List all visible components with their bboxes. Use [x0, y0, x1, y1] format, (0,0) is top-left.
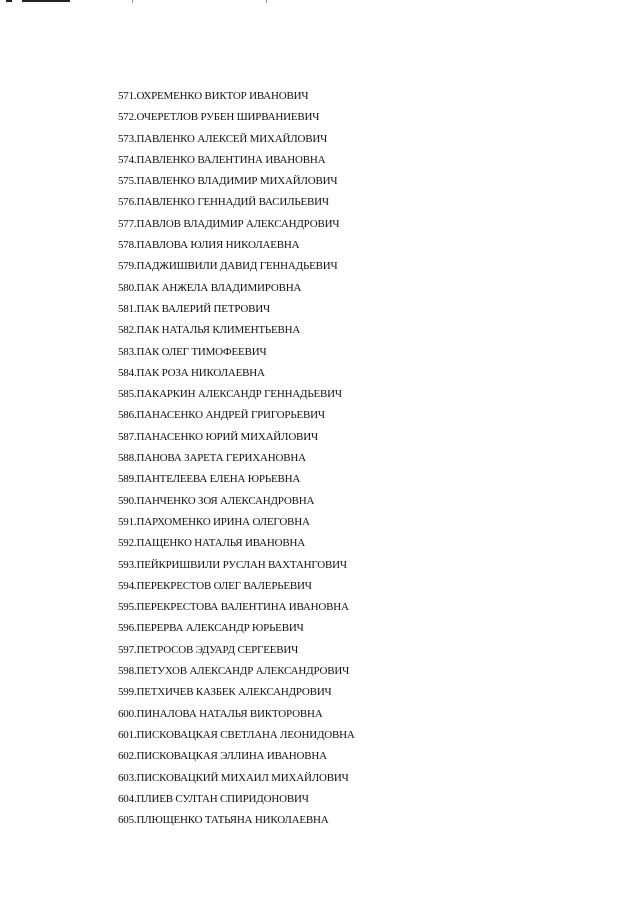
entry-full-name: ПАНОВА ЗАРЕТА ГЕРИХАНОВНА [136, 452, 306, 465]
entry-number: 578. [118, 239, 137, 252]
list-item [118, 342, 355, 363]
entry-number: 600. [118, 707, 137, 720]
entry-full-name: ПЕЙКРИШВИЛИ РУСЛАН ВАХТАНГОВИЧ [136, 558, 347, 571]
entry-number: 603. [118, 771, 137, 784]
entry-number: 581. [118, 302, 137, 315]
entry-full-name: ПАВЛОВ ВЛАДИМИР АЛЕКСАНДРОВИЧ [136, 217, 340, 230]
entry-full-name: ПИСКОВАЦКАЯ ЭЛЛИНА ИВАНОВНА [136, 750, 327, 763]
entry-number: 595. [118, 601, 137, 614]
entry-number: 580. [118, 281, 137, 294]
entry-full-name: ПАК АНЖЕЛА ВЛАДИМИРОВНА [136, 281, 302, 294]
entry-number: 572. [118, 111, 137, 124]
list-item [118, 384, 355, 405]
entry-number: 598. [118, 665, 137, 678]
entry-full-name: ПЕРЕКРЕСТОВ ОЛЕГ ВАЛЕРЬЕВИЧ [136, 579, 312, 592]
entry-number: 596. [118, 622, 137, 635]
list-item [118, 278, 355, 299]
list-item [118, 129, 355, 150]
entry-number: 587. [118, 430, 137, 443]
list-item [118, 214, 355, 235]
entry-full-name: ПЛИЕВ СУЛТАН СПИРИДОНОВИЧ [136, 792, 309, 805]
entry-full-name: ПАВЛЕНКО АЛЕКСЕЙ МИХАЙЛОВИЧ [136, 132, 328, 145]
entry-number: 571. [118, 90, 137, 102]
entry-full-name: ПЕРЕРВА АЛЕКСАНДР ЮРЬЕВИЧ [136, 622, 304, 635]
entry-full-name: ПАВЛЕНКО ВЛАДИМИР МИХАЙЛОВИЧ [136, 175, 338, 188]
entry-number: 579. [118, 260, 137, 273]
scan-artifact-speck [132, 0, 133, 3]
entry-number: 585. [118, 388, 137, 401]
entry-full-name: ПАКАРКИН АЛЕКСАНДР ГЕННАДЬЕВИЧ [136, 388, 342, 401]
list-item [118, 661, 355, 682]
entry-number: 604. [118, 792, 137, 805]
list-item [118, 107, 355, 128]
entry-full-name: ПАВЛОВА ЮЛИЯ НИКОЛАЕВНА [136, 239, 300, 252]
entry-full-name: ПИСКОВАЦКАЯ СВЕТЛАНА ЛЕОНИДОВНА [136, 728, 355, 741]
list-item [118, 235, 355, 256]
entry-full-name: ПЕТХИЧЕВ КАЗБЕК АЛЕКСАНДРОВИЧ [136, 686, 332, 699]
name-list [118, 86, 355, 831]
entry-full-name: ПАК ОЛЕГ ТИМОФЕЕВИЧ [136, 345, 267, 358]
list-item [118, 597, 355, 618]
entry-full-name: ПАНАСЕНКО АНДРЕЙ ГРИГОРЬЕВИЧ [136, 409, 325, 422]
entry-number: 575. [118, 175, 137, 188]
entry-full-name: ПАК НАТАЛЬЯ КЛИМЕНТЬЕВНА [136, 324, 301, 337]
scan-artifact-speck [266, 0, 267, 3]
scan-artifact-mark [6, 0, 12, 2]
entry-number: 601. [118, 728, 137, 741]
list-item [118, 555, 355, 576]
entry-number: 588. [118, 452, 137, 465]
list-item [118, 725, 355, 746]
entry-full-name: ПАРХОМЕНКО ИРИНА ОЛЕГОВНА [136, 515, 310, 528]
list-item [118, 86, 355, 107]
entry-full-name: ПАНЧЕНКО ЗОЯ АЛЕКСАНДРОВНА [136, 494, 315, 507]
entry-number: 593. [118, 558, 137, 571]
entry-full-name: ПАЩЕНКО НАТАЛЬЯ ИВАНОВНА [136, 537, 306, 550]
list-item [118, 363, 355, 384]
entry-number: 576. [118, 196, 137, 209]
entry-full-name: ПАНТЕЛЕЕВА ЕЛЕНА ЮРЬЕВНА [136, 473, 301, 486]
entry-number: 589. [118, 473, 137, 486]
entry-number: 599. [118, 686, 137, 699]
entry-number: 584. [118, 366, 137, 379]
entry-full-name: ПИНАЛОВА НАТАЛЬЯ ВИКТОРОВНА [136, 707, 323, 720]
list-item [118, 512, 355, 533]
list-item [118, 640, 355, 661]
entry-number: 592. [118, 537, 137, 550]
entry-full-name: ПАНАСЕНКО ЮРИЙ МИХАЙЛОВИЧ [136, 430, 318, 443]
entry-full-name: ПЛЮЩЕНКО ТАТЬЯНА НИКОЛАЕВНА [136, 814, 329, 827]
entry-full-name: ПЕТУХОВ АЛЕКСАНДР АЛЕКСАНДРОВИЧ [136, 665, 350, 678]
entry-full-name: ПИСКОВАЦКИЙ МИХАИЛ МИХАЙЛОВИЧ [136, 771, 349, 784]
list-item [118, 299, 355, 320]
list-item [118, 618, 355, 639]
entry-number: 582. [118, 324, 137, 337]
list-item [118, 171, 355, 192]
scan-artifact-line [22, 0, 70, 2]
entry-full-name: ОХРЕМЕНКО ВИКТОР ИВАНОВИЧ [136, 90, 309, 102]
entry-full-name: ПАК ВАЛЕРИЙ ПЕТРОВИЧ [136, 302, 270, 315]
entry-full-name: ПАВЛЕНКО ГЕННАДИЙ ВАСИЛЬЕВИЧ [136, 196, 329, 209]
entry-number: 586. [118, 409, 137, 422]
entry-full-name: ПАК РОЗА НИКОЛАЕВНА [136, 366, 265, 379]
list-item [118, 746, 355, 767]
entry-number: 591. [118, 515, 137, 528]
list-item [118, 576, 355, 597]
entry-full-name: ПЕРЕКРЕСТОВА ВАЛЕНТИНА ИВАНОВНА [136, 601, 349, 614]
list-item [118, 150, 355, 171]
list-item [118, 192, 355, 213]
list-item [118, 768, 355, 789]
list-item [118, 533, 355, 554]
list-item [118, 469, 355, 490]
entry-full-name: ПАДЖИШВИЛИ ДАВИД ГЕННАДЬЕВИЧ [136, 260, 338, 273]
list-item [118, 491, 355, 512]
list-item [118, 448, 355, 469]
entry-full-name: ПЕТРОСОВ ЭДУАРД СЕРГЕЕВИЧ [136, 643, 299, 656]
list-item [118, 810, 355, 831]
entry-full-name: ОЧЕРЕТЛОВ РУБЕН ШИРВАНИЕВИЧ [136, 111, 320, 124]
entry-number: 577. [118, 217, 137, 230]
list-item [118, 320, 355, 341]
entry-number: 590. [118, 494, 137, 507]
list-item [118, 704, 355, 725]
entry-full-name: ПАВЛЕНКО ВАЛЕНТИНА ИВАНОВНА [136, 153, 326, 166]
list-item [118, 405, 355, 426]
entry-number: 597. [118, 643, 137, 656]
entry-number: 574. [118, 153, 137, 166]
list-item [118, 789, 355, 810]
entry-number: 594. [118, 579, 137, 592]
list-item [118, 427, 355, 448]
entry-number: 583. [118, 345, 137, 358]
entry-number: 573. [118, 132, 137, 145]
entry-number: 605. [118, 814, 137, 827]
list-item [118, 682, 355, 703]
entry-number: 602. [118, 750, 137, 763]
list-item [118, 256, 355, 277]
